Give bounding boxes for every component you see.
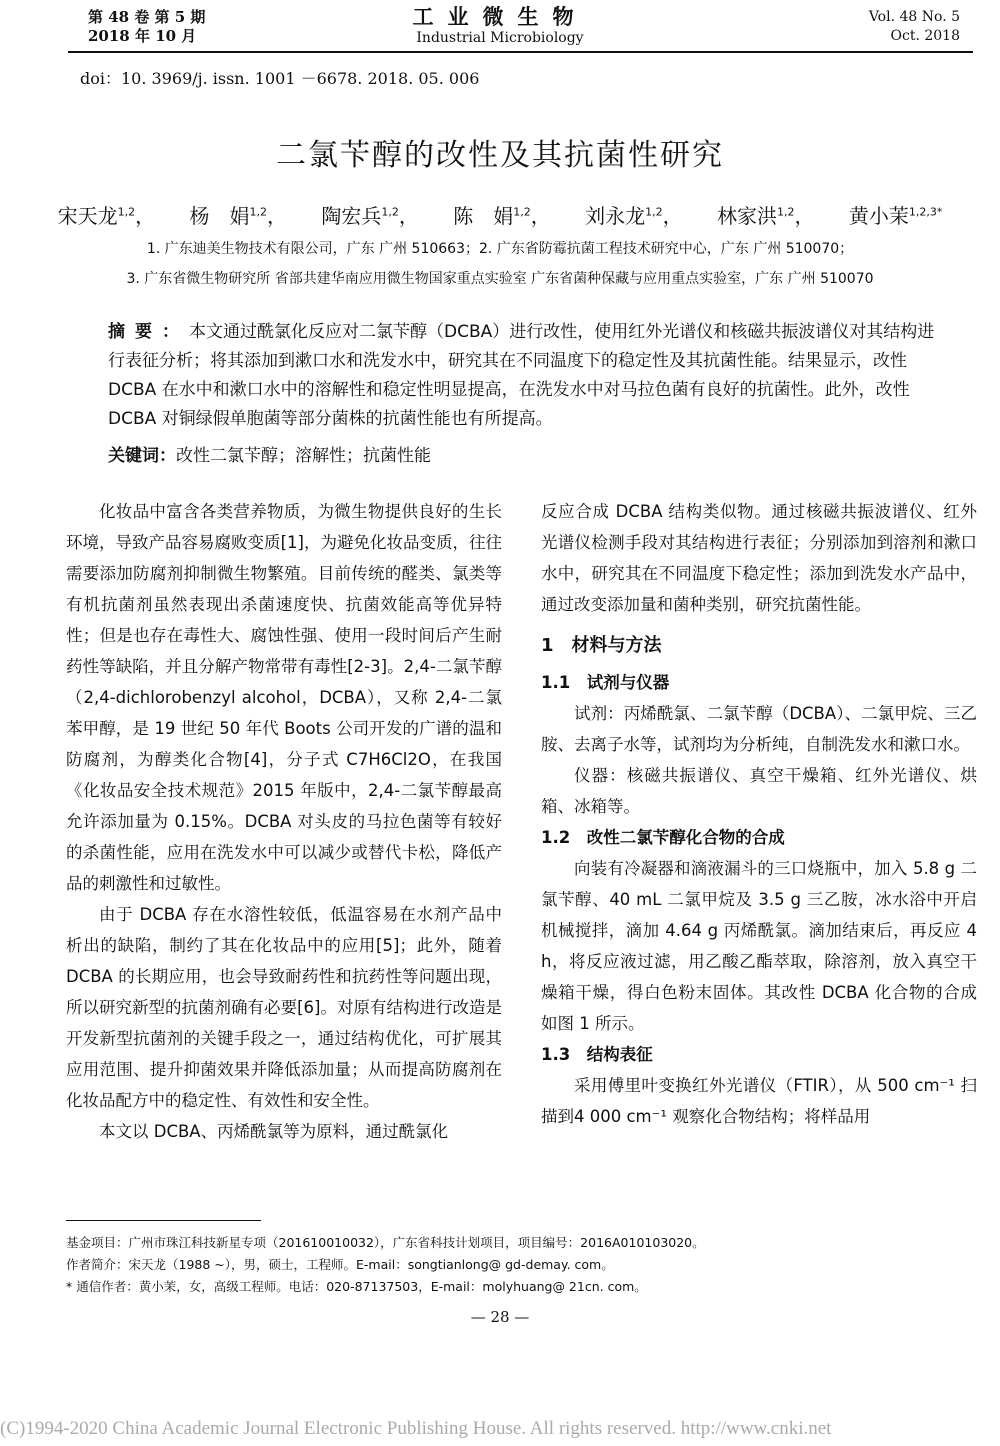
header-date-cn: 2018 年 10 月 <box>88 27 197 45</box>
subsection-heading: 1.3 结构表征 <box>541 1045 653 1064</box>
affiliation-line-2: 3. 广东省微生物研究所 省部共建华南应用微生物国家重点实验室 广东省菌种保藏与应用重点实验室，广东 广州 510070 <box>126 271 874 287</box>
paragraph: 向装有冷凝器和滴液漏斗的三口烧瓶中，加入 5.8 g 二氯苄醇、40 mL 二氯甲烷及 3.5 g 三乙胺，冰水浴中开启机械搅拌，滴加 4.64 g 丙烯酰氯。滴加结束后，再反应 4 h，将反应液过滤，用乙酸乙酯萃取，除溶剂，放入真空干燥箱干燥，得白色粉末固体。其改性 DCBA 化合物的合成如图 1 所示。 <box>541 859 977 1033</box>
paragraph: 采用傅里叶变换红外光谱仪（FTIR），从 500 cm⁻¹ 扫描到4 000 cm⁻¹ 观察化合物结构；将样品用 <box>541 1076 977 1126</box>
footnote-rule <box>66 1220 261 1221</box>
abstract <box>108 318 936 434</box>
body-column-left <box>66 496 502 1147</box>
affiliation-line-1: 1. 广东迪美生物技术有限公司，广东 广州 510663；2. 广东省防霉抗菌工程技术研究中心，广东 广州 510070； <box>146 241 854 257</box>
author-list <box>40 200 960 229</box>
subsection-heading: 1.2 改性二氯苄醇化合物的合成 <box>541 828 785 847</box>
paragraph: 仪器：核磁共振谱仪、真空干燥箱、红外光谱仪、烘箱、冰箱等。 <box>541 766 977 816</box>
footnote-corresponding: * 通信作者：黄小茉，女，高级工程师。电话：020-87137503，E-mail：molyhuang@ 21cn. com。 <box>66 1279 647 1294</box>
keywords-label: 关键词： <box>108 446 176 466</box>
subsection-heading: 1.1 试剂与仪器 <box>541 673 670 692</box>
copyright-watermark: (C)1994-2020 China Academic Journal Electronic Publishing House. All rights reserved. http://www.cnki.net <box>0 1418 832 1439</box>
paragraph: 化妆品中富含各类营养物质，为微生物提供良好的生长环境，导致产品容易腐败变质[1]，为避免化妆品变质，往往需要添加防腐剂抑制微生物繁殖。目前传统的醛类、氯类等有机抗菌剂虽然表现出杀菌速度快、抗菌效能高等优异特性；但是也存在毒性大、腐蚀性强、使用一段时间后产生耐药性等缺陷，并且分解产物常带有毒性[2-3]。2,4-二氯苄醇（2,4-dichlorobenzyl alcohol，DCBA），又称 2,4-二氯苯甲醇，是 19 世纪 50 年代 Boots 公司开发的广谱的温和防腐剂，为醇类化合物[4]，分子式 C7H6Cl2O，在我国《化妆品安全技术规范》2015 年版中，2,4-二氯苄醇最高允许添加量为 0.15%。DCBA 对头皮的马拉色菌等有较好的杀菌性能，应用在洗发水中可以减少或替代卡松，降低产品的刺激性和过敏性。 <box>66 502 502 893</box>
keywords-text: 改性二氯苄醇；溶解性；抗菌性能 <box>176 446 431 466</box>
header-vol-cn: 第 48 卷 第 5 期 <box>88 8 206 26</box>
footnote-author: 作者简介：宋天龙（1988 ~），男，硕士，工程师。E-mail：songtianlong@ gd-demay. com。 <box>66 1257 614 1272</box>
footnote-fund: 基金项目：广州市珠江科技新星专项（201610010032），广东省科技计划项目，项目编号：2016A010103020。 <box>66 1235 705 1250</box>
author: 杨 娟$^{1,2}$， <box>189 204 288 228</box>
author: 刘永龙$^{1,2}$， <box>585 204 683 228</box>
header-volume-cn <box>88 8 205 46</box>
paragraph: 本文以 DCBA、丙烯酰氯等为原料，通过酰氯化 <box>99 1122 449 1141</box>
header-volume-en <box>869 8 960 46</box>
author: 陈 娟$^{1,2}$， <box>453 204 551 228</box>
paragraph: 反应合成 DCBA 结构类似物。通过核磁共振波谱仪、红外光谱仪检测手段对其结构进行表征；分别添加到溶剂和漱口水中，研究其在不同温度下稳定性；添加到洗发水产品中，通过改变添加量和菌种类别，研究抗菌性能。 <box>541 502 977 614</box>
page-number: — 28 — <box>470 1308 530 1326</box>
abstract-text: 本文通过酰氯化反应对二氯苄醇（DCBA）进行改性，使用红外光谱仪和核磁共振波谱仪对其结构进行表征分析；将其添加到漱口水和洗发水中，研究其在不同温度下的稳定性及其抗菌性能。结果显示，改性 DCBA 在水中和漱口水中的溶解性和稳定性明显提高，在洗发水中对马拉色菌有良好的抗菌性。此外，改性 DCBA 对铜绿假单胞菌等部分菌株的抗菌性能也有所提高。 <box>108 322 935 429</box>
author: 陶宏兵$^{1,2}$， <box>321 204 419 228</box>
paragraph: 由于 DCBA 存在水溶性较低，低温容易在水剂产品中析出的缺陷，制约了其在化妆品中的应用[5]；此外，随着 DCBA 的长期应用，也会导致耐药性和抗药性等问题出现，所以研究新型的抗菌剂确有必要[6]。对原有结构进行改造是开发新型抗菌剂的关键手段之一，通过结构优化，可扩展其应用范围、提升抑菌效果并降低添加量；从而提高防腐剂在化妆品配方中的稳定性、有效性和安全性。 <box>66 905 502 1110</box>
paragraph: 试剂：丙烯酰氯、二氯苄醇（DCBA）、二氯甲烷、三乙胺、去离子水等，试剂均为分析纯，自制洗发水和漱口水。 <box>541 704 977 754</box>
journal-name-en: Industrial Microbiology <box>416 30 584 46</box>
author: 林家洪$^{1,2}$， <box>716 204 815 228</box>
header-vol-en: Vol. 48 No. 5 <box>868 9 960 25</box>
author: 黄小茉$^{1,2,3*}$ <box>848 204 943 228</box>
header-journal <box>330 4 670 46</box>
body-column-right <box>541 496 977 1132</box>
doi: doi：10. 3969/j. issn. 1001 －6678. 2018. 05. 006 <box>80 69 480 88</box>
abstract-label: 摘要： <box>108 322 189 342</box>
header-rule <box>68 51 973 53</box>
header-date-en: Oct. 2018 <box>890 28 960 44</box>
keywords <box>108 441 936 466</box>
journal-name-cn: 工业微生物 <box>412 4 588 29</box>
author: 宋天龙$^{1,2}$， <box>57 204 156 228</box>
section-heading: 1 材料与方法 <box>541 635 662 656</box>
paper-title: 二氯苄醇的改性及其抗菌性研究 <box>276 138 724 173</box>
